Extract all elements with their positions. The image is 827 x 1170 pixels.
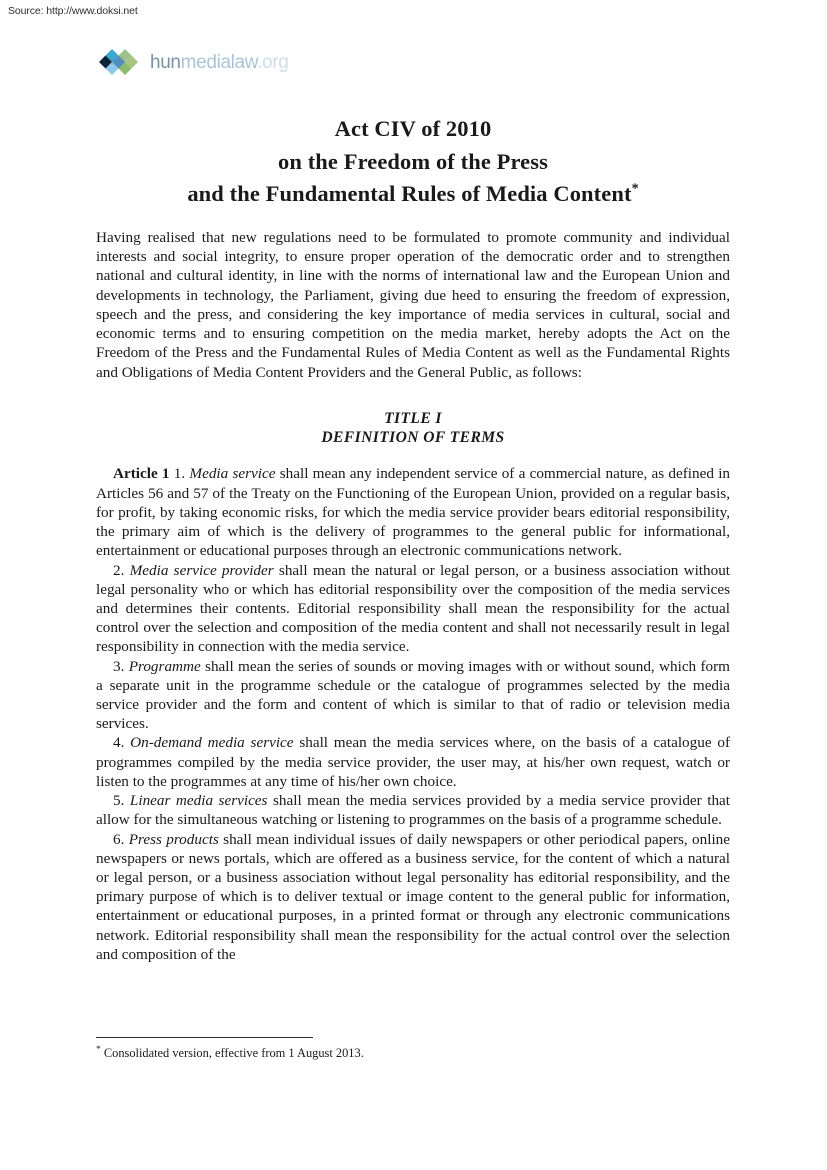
document-page bbox=[0, 22, 827, 1170]
item-number: 6. bbox=[113, 830, 125, 848]
item-number: 5. bbox=[113, 792, 125, 810]
article-1-item-5 bbox=[96, 791, 730, 829]
article-1-item-2 bbox=[96, 561, 730, 657]
article-1-item-1 bbox=[96, 464, 730, 560]
item-body: shall mean the natural or legal person, or a business association without legal personality who or which has editorial responsibility over the composition of the media services and determines their contents. Editorial responsibility shall mean the responsibility for the actual control over the selection and composition of the media content and shall not necessarily result in legal responsibility in connection with the media service. bbox=[96, 561, 731, 656]
title-line-1: Act CIV of 2010 bbox=[334, 116, 492, 142]
item-number: 2. bbox=[113, 561, 125, 579]
title-footnote-marker: * bbox=[631, 181, 639, 197]
source-url-label: Source: http://www.doksi.net bbox=[8, 5, 138, 17]
item-number: 1. bbox=[173, 465, 186, 483]
logo-word-org: .org bbox=[257, 51, 289, 73]
item-term: Media service bbox=[189, 465, 276, 483]
preamble-paragraph: Having realised that new regulations need to be formulated to promote community and individual interests and social integrity, to ensure proper operation of the democratic order and to strengthen national and cultural identity, in line with the norms of international law and the European Union and developments in technology, the Parliament, giving due heed to ensuring the freedom of expression, speech and the press, and considering the key importance of media services in cultural, social and economic terms and to ensuring competition on the media market, hereby adopts the Act on the Freedom of the Press and the Fundamental Rules of Media Content as well as the Fundamental Rights and Obligations of Media Content Providers and the General Public, as follows: bbox=[96, 229, 730, 381]
item-term: On-demand media service bbox=[130, 734, 294, 752]
item-number: 4. bbox=[113, 734, 125, 752]
item-body: shall mean any independent service of a commercial nature, as defined in Articles 56 and 57 of the Treaty on the Functioning of the European Union, provided on a regular basis, for profit, by taking economic risks, for which the media service provider bears editorial responsibility, the primary aim of which is the delivery of programmes to the general public for informational, entertainment or educational purposes through an electronic communications network. bbox=[96, 465, 731, 560]
article-1-item-6 bbox=[96, 830, 730, 965]
item-term: Linear media services bbox=[129, 792, 268, 810]
footnote-marker: * bbox=[96, 1045, 101, 1055]
logo-word-medialaw: medialaw bbox=[180, 51, 258, 73]
title-line-3 bbox=[96, 178, 730, 211]
item-term: Press products bbox=[128, 830, 219, 848]
document-body bbox=[96, 228, 730, 964]
item-body: shall mean the media services where, on the basis of a catalogue of programmes compiled by the media service provider, the user may, at his/her own request, watch or listen to the programmes at any time of his/her own choice. bbox=[96, 734, 731, 790]
document-title bbox=[96, 113, 730, 211]
heading-definition-of-terms: DEFINITION OF TERMS bbox=[321, 429, 505, 447]
footnote-separator-rule bbox=[96, 1037, 313, 1038]
footnote-area bbox=[96, 1037, 730, 1061]
hunmedialaw-diamond-icon bbox=[95, 47, 147, 77]
article-1-item-4 bbox=[96, 733, 730, 791]
footnote-text bbox=[96, 1044, 730, 1061]
article-1-item-3 bbox=[96, 657, 730, 734]
title-line-2: on the Freedom of the Press bbox=[278, 148, 548, 174]
logo-word-hun: hun bbox=[150, 51, 181, 73]
item-body: shall mean individual issues of daily newspapers or other periodical papers, online newspapers or news portals, which are offered as a business service, for the content of which a natural or legal person, or a business association without legal personality has editorial responsibility, and the primary purpose of which is to deliver textual or image content to the general public for information, entertainment or educational purposes, in a printed format or through any electronic communications network. Editorial responsibility shall mean the responsibility for the actual control over the selection and composition of the bbox=[96, 830, 731, 963]
logo-wordmark bbox=[150, 53, 288, 72]
site-logo[interactable] bbox=[95, 45, 288, 79]
article-label: Article 1 bbox=[113, 465, 170, 483]
item-body: shall mean the media services provided by a media service provider that allow for the simultaneous watching or listening to programmes on the basis of a programme schedule. bbox=[96, 792, 731, 829]
item-number: 3. bbox=[113, 657, 125, 675]
title-line-3-text: and the Fundamental Rules of Media Content bbox=[187, 181, 632, 207]
footnote-body: Consolidated version, effective from 1 August 2013. bbox=[103, 1046, 364, 1061]
item-body: shall mean the series of sounds or moving images with or without sound, which form a separate unit in the programme schedule or the catalogue of programmes selected by the media service provider and the form and content of which is similar to that of radio or television media services. bbox=[96, 657, 730, 733]
item-term: Programme bbox=[128, 657, 201, 675]
title-section-heading bbox=[96, 409, 730, 448]
heading-title-i: TITLE I bbox=[384, 409, 442, 427]
item-term: Media service provider bbox=[129, 561, 274, 579]
